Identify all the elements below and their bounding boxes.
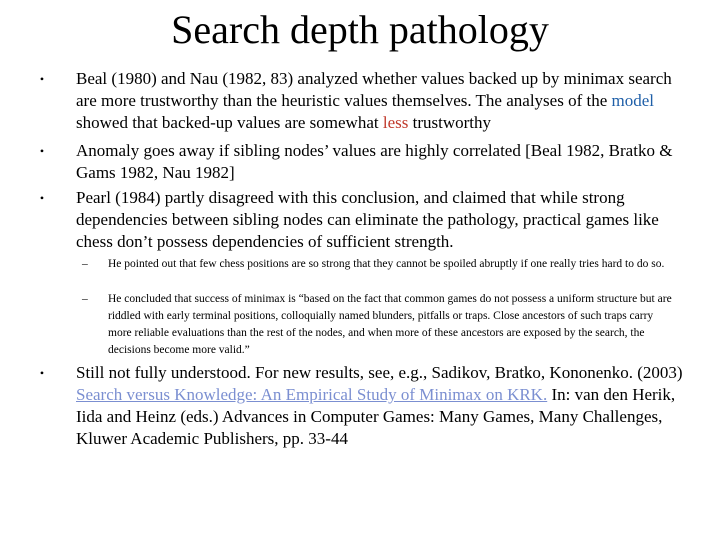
slide-title: Search depth pathology — [171, 7, 549, 52]
bullet-marker: • — [39, 72, 45, 86]
subbullet-text: He concluded that success of minimax is “based on the fact that common games do not possess a uniform structure but are riddled with early terminal positions, colloquially named blunders, pitfalls or traps. Close ancestors of such traps carry more reliable evaluations than the rest of the nodes, and when more of these ancestors are exposed by the search, the decisions become more valid.” — [108, 293, 672, 356]
highlight-model: model — [611, 91, 654, 110]
bullet-text: Still not fully understood. For new results, see, e.g., Sadikov, Bratko, Kononenko. (2003) Search versus Knowledge: An Empirical Study of Minimax on KRK. In: van den Herik, Iida and Heinz (eds.) Advances in Computer Games: Many Games, Many Challenges, Kluwer Academic Publishers, pp. 33-44 — [76, 363, 683, 448]
bullet-text: Beal (1980) and Nau (1982, 83) analyzed whether values backed up by minimax search are more trustworthy than the heuristic values themselves. The analyses of the model showed that backed-up values are somewhat less trustworthy — [76, 69, 672, 132]
paper-link[interactable]: Search versus Knowledge: An Empirical Study of Minimax on KRK. — [76, 385, 548, 404]
bullet-marker: • — [39, 191, 45, 205]
bullet-marker: • — [39, 144, 45, 158]
bullet-text: Pearl (1984) partly disagreed with this conclusion, and claimed that while strong dependencies between sibling nodes can eliminate the pathology, practical games like chess don’t possess dependencies of sufficient strength. — [76, 188, 659, 251]
subbullet-text: He pointed out that few chess positions are so strong that they cannot be spoiled abruptly if one really tries hard to do so. — [108, 258, 665, 270]
bullet-text: Anomaly goes away if sibling nodes’ values are highly correlated [Beal 1982, Bratko & Gams 1982, Nau 1982] — [76, 141, 673, 182]
bullet-marker: • — [39, 366, 45, 380]
dash-marker: – — [82, 258, 88, 270]
dash-marker: – — [82, 293, 88, 305]
highlight-less: less — [382, 113, 409, 132]
